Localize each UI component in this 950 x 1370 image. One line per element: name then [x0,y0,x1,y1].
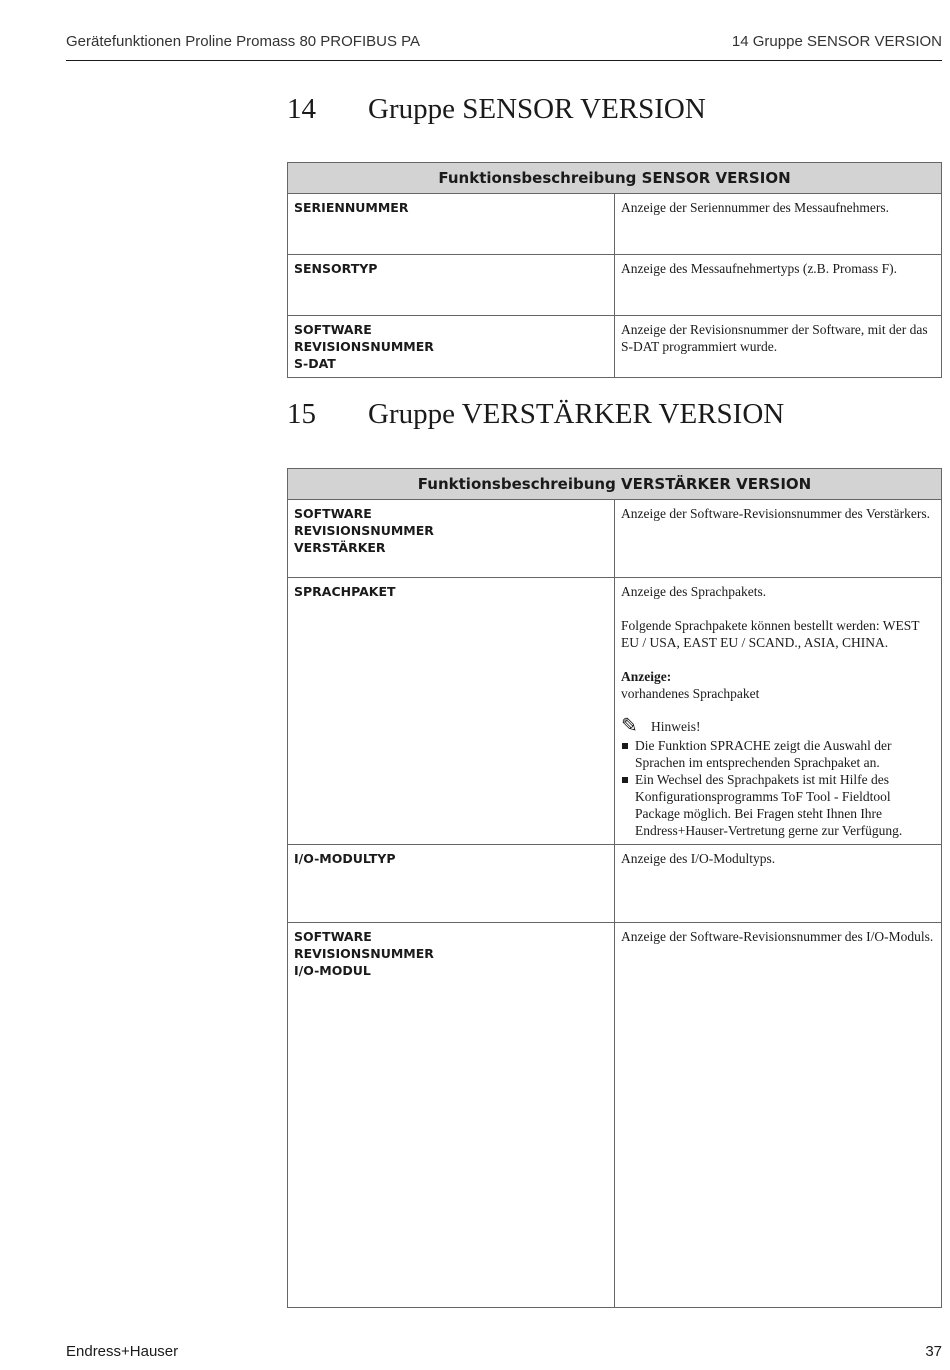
table-row [288,194,942,255]
function-name: I/O-MODULTYP [288,845,615,923]
description-text: Anzeige des Sprachpakets. [621,584,767,599]
table-row [288,923,942,1308]
table-row [288,255,942,316]
table-row [288,845,942,923]
page-number: 37 [925,1343,942,1360]
table-header: Funktionsbeschreibung VERSTÄRKER VERSION [288,469,942,500]
section-title: Gruppe VERSTÄRKER VERSION [368,398,785,430]
function-name: SOFTWARE REVISIONSNUMMER S-DAT [288,316,615,378]
table-header-row [288,469,942,500]
function-description: Anzeige der Software-Revisionsnummer des I/O-Moduls. [615,923,942,1308]
function-description: Anzeige der Seriennummer des Messaufnehmers. [615,194,942,255]
note-title: Hinweis! [651,718,701,734]
table-row [288,500,942,578]
table-row [288,316,942,378]
list-item: Die Funktion SPRACHE zeigt die Auswahl der Sprachen im entsprechenden Sprachpaket an. [621,737,935,771]
function-name: SENSORTYP [288,255,615,316]
display-label: Anzeige: [621,669,672,684]
function-name: SERIENNUMMER [288,194,615,255]
section-title: Gruppe SENSOR VERSION [368,93,706,125]
verstaerker-version-table [287,468,942,1308]
display-value: vorhandenes Sprachpaket [621,686,760,701]
packages-text: Folgende Sprachpakete können bestellt werden: WEST EU / USA, EAST EU / SCAND., ASIA, CHINA. [621,618,920,650]
table-header-row [288,163,942,194]
page-header [66,33,942,61]
function-description: Anzeige der Revisionsnummer der Software, mit der das S-DAT programmiert wurde. [615,316,942,378]
note-heading [621,715,935,737]
header-document-title: Gerätefunktionen Proline Promass 80 PROFIBUS PA [66,33,421,50]
function-name: SOFTWARE REVISIONSNUMMER VERSTÄRKER [288,500,615,578]
function-name: SOFTWARE REVISIONSNUMMER I/O-MODUL [288,923,615,1308]
list-item: Ein Wechsel des Sprachpakets ist mit Hilfe des Konfigurationsprogramms ToF Tool - Fieldtool Package möglich. Bei Fragen steht Ihnen Ihre Endress+Hauser-Vertretung gerne zur Verfügung. [621,771,935,839]
function-description [615,578,942,845]
pencil-note-icon: ✎ [621,715,638,737]
sensor-version-table [287,162,942,378]
function-name: SPRACHPAKET [288,578,615,845]
section-14-heading [287,93,706,126]
function-description: Anzeige der Software-Revisionsnummer des Verstärkers. [615,500,942,578]
function-description: Anzeige des Messaufnehmertyps (z.B. Promass F). [615,255,942,316]
function-description: Anzeige des I/O-Modultyps. [615,845,942,923]
table-header: Funktionsbeschreibung SENSOR VERSION [288,163,942,194]
footer-brand: Endress+Hauser [66,1343,179,1360]
section-number: 14 [287,93,316,125]
section-15-heading [287,398,784,431]
note-bullets [621,737,935,839]
section-number: 15 [287,398,316,430]
table-row [288,578,942,845]
header-section-title: 14 Gruppe SENSOR VERSION [731,33,942,50]
